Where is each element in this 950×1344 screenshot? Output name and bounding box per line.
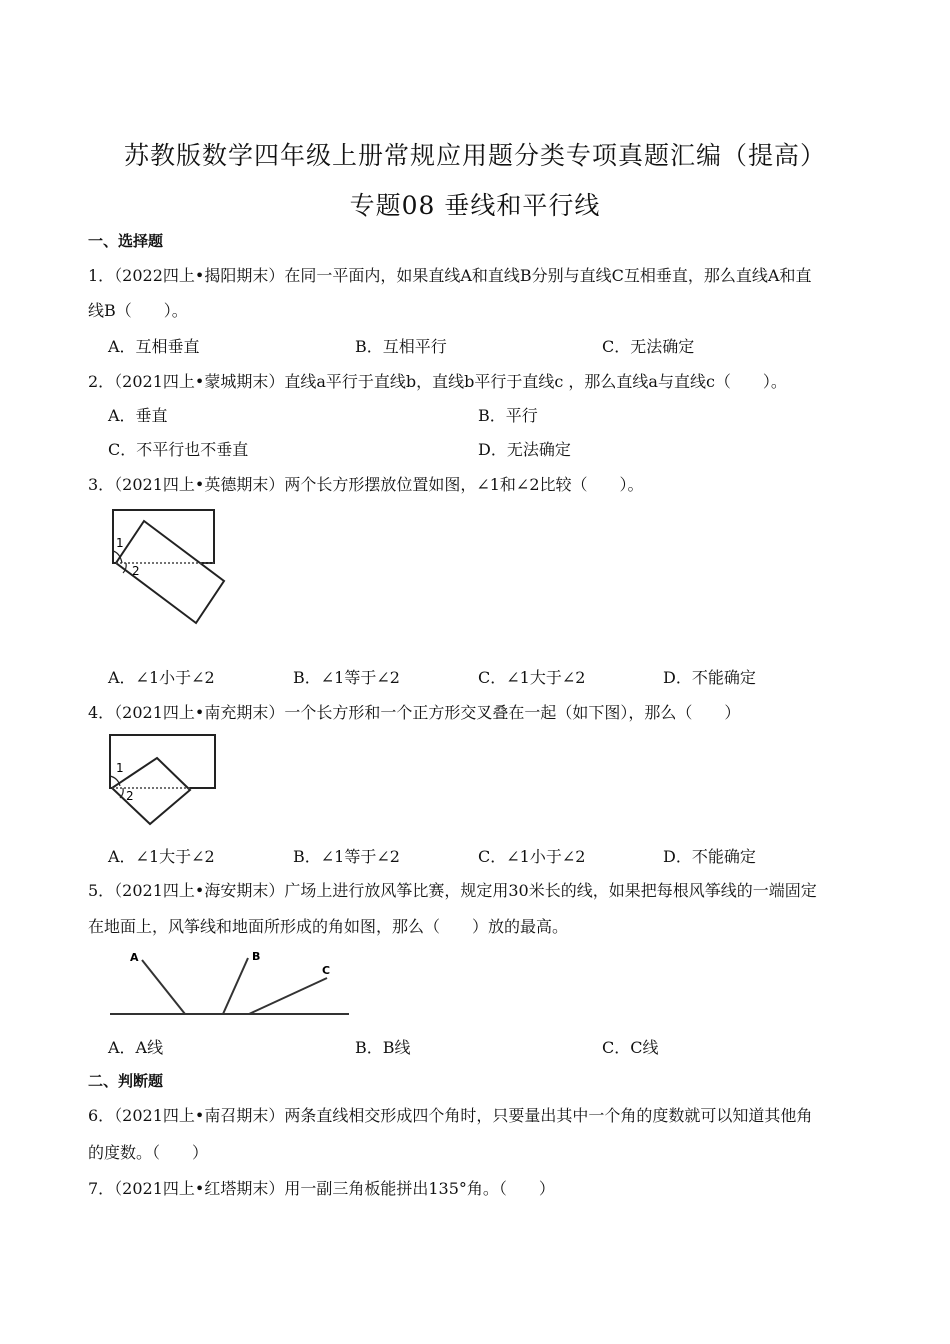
worksheet-subtitle: 专题08 垂线和平行线 (349, 191, 601, 220)
question-2-option-b: B．平行 (478, 406, 538, 425)
question-1-line-2: 线B（ ）。 (88, 301, 188, 320)
question-7-line-1: 7．（2021四上•红塔期末）用一副三角板能拼出135°角。（ ） (88, 1179, 555, 1198)
question-2-option-a: A．垂直 (108, 406, 168, 425)
question-5-option-c: C．C线 (602, 1038, 659, 1057)
question-3-option-c: C．∠1大于∠2 (478, 668, 586, 687)
question-3-option-d: D．不能确定 (663, 668, 756, 687)
section-heading-choice: 一、选择题 (88, 232, 164, 250)
question-1-option-c: C．无法确定 (602, 337, 695, 356)
question-5-option-a: A．A线 (108, 1038, 164, 1057)
question-4-option-b: B．∠1等于∠2 (293, 847, 400, 866)
question-3-rectangles-figure (100, 505, 230, 625)
question-5-line-b-label: B (252, 950, 261, 963)
worksheet-title: 苏教版数学四年级上册常规应用题分类专项真题汇编（提高） (123, 141, 826, 170)
question-3-angle-2-label: 2 (132, 564, 140, 578)
question-6-line-2: 的度数。（ ） (88, 1143, 209, 1162)
question-3-option-a: A．∠1小于∠2 (108, 668, 215, 687)
question-4-option-d: D．不能确定 (663, 847, 756, 866)
question-4-option-a: A．∠1大于∠2 (108, 847, 215, 866)
question-5-line-2: 在地面上，风筝线和地面所形成的角如图，那么（ ）放的最高。 (88, 917, 569, 936)
question-5-line-c-label: C (322, 964, 331, 977)
question-6-line-1: 6．（2021四上•南召期末）两条直线相交形成四个角时，只要量出其中一个角的度数就可以知道其他角 (88, 1106, 813, 1125)
question-5-option-b: B．B线 (355, 1038, 411, 1057)
question-2-option-c: C．不平行也不垂直 (108, 440, 249, 459)
question-4-rectangle-square-figure (100, 730, 230, 830)
question-4-angle-1-label: 1 (116, 761, 124, 775)
question-4-angle-2-label: 2 (126, 789, 134, 803)
question-2-line-1: 2．（2021四上•蒙城期末）直线a平行于直线b，直线b平行于直线c ，那么直线a与直线c（ ）。 (88, 372, 787, 391)
question-5-line-1: 5．（2021四上•海安期末）广场上进行放风筝比赛，规定用30米长的线，如果把每根风筝线的一端固定 (88, 881, 817, 900)
section-heading-judge: 二、判断题 (88, 1072, 164, 1090)
question-1-option-b: B．互相平行 (355, 337, 447, 356)
question-5-kite-lines-figure (105, 948, 355, 1020)
question-4-option-c: C．∠1小于∠2 (478, 847, 586, 866)
question-5-line-a-label: A (130, 951, 139, 964)
question-1-option-a: A．互相垂直 (108, 337, 200, 356)
question-3-option-b: B．∠1等于∠2 (293, 668, 400, 687)
question-1-line-1: 1．（2022四上•揭阳期末）在同一平面内，如果直线A和直线B分别与直线C互相垂直，那么直线A和直 (88, 266, 812, 285)
question-2-option-d: D．无法确定 (478, 440, 571, 459)
question-4-line-1: 4．（2021四上•南充期末）一个长方形和一个正方形交叉叠在一起（如下图），那么（ ） (88, 703, 741, 722)
question-3-line-1: 3．（2021四上•英德期末）两个长方形摆放位置如图，∠1和∠2比较（ ）。 (88, 475, 644, 494)
question-3-angle-1-label: 1 (116, 536, 124, 550)
